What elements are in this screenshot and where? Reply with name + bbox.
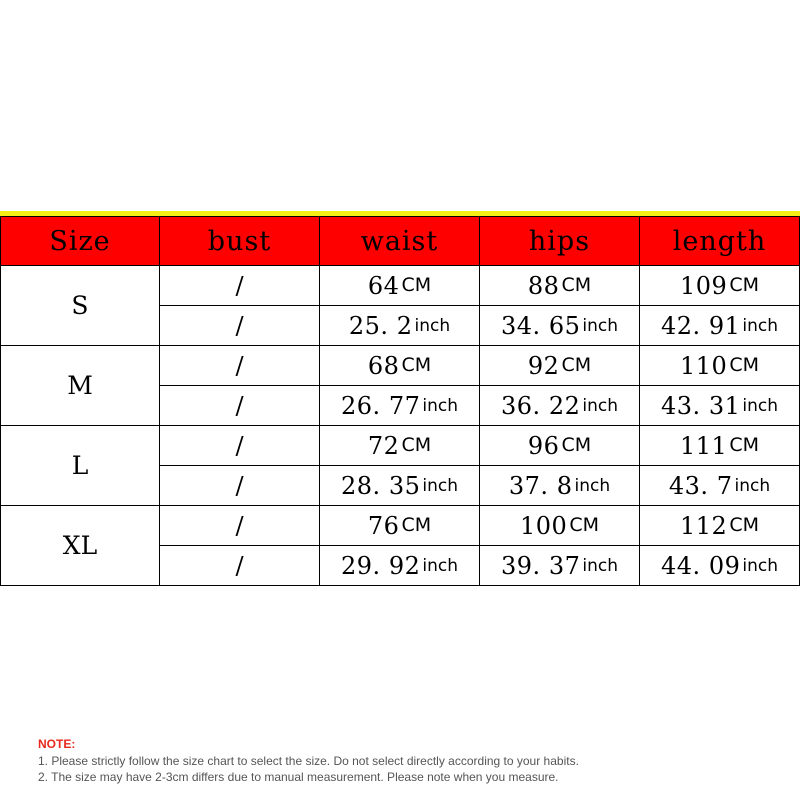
note-title: NOTE: [38,737,76,751]
note-section [38,737,579,785]
length-inch-cell: 43. 7 inch [640,466,800,506]
header-bust: bust [160,217,320,266]
bust-cell: / [160,346,320,386]
waist-cm-cell: 68 CM [320,346,480,386]
length-cm-cell: 111 CM [640,426,800,466]
header-hips: hips [480,217,640,266]
bust-cell: / [160,546,320,586]
note-line-1: 1. Please strictly follow the size chart to select the size. Do not select directly according to your habits. [38,754,579,768]
table-row [1,426,800,466]
waist-inch-cell: 29. 92 inch [320,546,480,586]
table-row [1,266,800,306]
bust-cell: / [160,306,320,346]
header-length: length [640,217,800,266]
length-inch-cell: 44. 09 inch [640,546,800,586]
bust-cell: / [160,386,320,426]
size-label: L [1,426,160,506]
hips-cm-cell: 100 CM [480,506,640,546]
hips-inch-cell: 34. 65 inch [480,306,640,346]
length-inch-cell: 42. 91 inch [640,306,800,346]
table-row [1,506,800,546]
waist-inch-cell: 25. 2 inch [320,306,480,346]
hips-inch-cell: 39. 37 inch [480,546,640,586]
waist-cm-cell: 64 CM [320,266,480,306]
hips-inch-cell: 36. 22 inch [480,386,640,426]
bust-cell: / [160,506,320,546]
hips-inch-cell: 37. 8 inch [480,466,640,506]
hips-cm-cell: 92 CM [480,346,640,386]
waist-inch-cell: 28. 35 inch [320,466,480,506]
hips-cm-cell: 96 CM [480,426,640,466]
header-row [1,217,800,266]
waist-inch-cell: 26. 77 inch [320,386,480,426]
waist-cm-cell: 76 CM [320,506,480,546]
size-label: XL [1,506,160,586]
length-cm-cell: 110 CM [640,346,800,386]
bust-cell: / [160,426,320,466]
hips-cm-cell: 88 CM [480,266,640,306]
size-label: S [1,266,160,346]
note-line-2: 2. The size may have 2-3cm differs due to manual measurement. Please note when you measure. [38,770,559,784]
size-chart-table [0,216,800,586]
waist-cm-cell: 72 CM [320,426,480,466]
length-cm-cell: 112 CM [640,506,800,546]
length-inch-cell: 43. 31 inch [640,386,800,426]
bust-cell: / [160,266,320,306]
length-cm-cell: 109 CM [640,266,800,306]
table-row [1,346,800,386]
size-label: M [1,346,160,426]
header-waist: waist [320,217,480,266]
bust-cell: / [160,466,320,506]
header-size: Size [1,217,160,266]
